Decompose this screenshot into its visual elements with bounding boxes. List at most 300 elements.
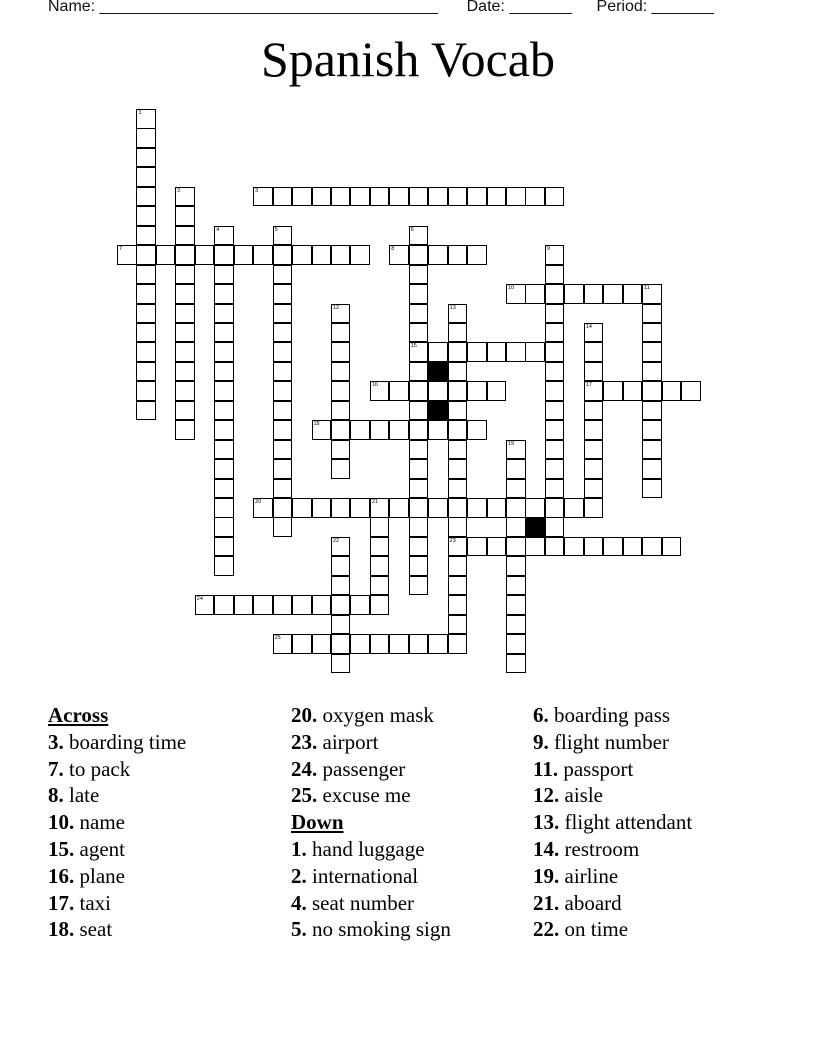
grid-cell[interactable] [253, 498, 273, 518]
grid-cell[interactable] [525, 498, 545, 518]
grid-cell[interactable] [389, 187, 409, 207]
grid-cell[interactable] [428, 634, 448, 654]
clue-item-number: 25. [291, 783, 318, 808]
grid-cell[interactable] [370, 556, 390, 576]
grid-cell[interactable] [603, 284, 623, 304]
grid-cell[interactable] [545, 401, 565, 421]
clue-item [533, 702, 692, 729]
grid-cell[interactable] [175, 284, 195, 304]
grid-cell[interactable] [506, 517, 526, 537]
grid-cell[interactable] [448, 342, 468, 362]
grid-cell[interactable] [331, 440, 351, 460]
grid-cell[interactable] [273, 323, 293, 343]
grid-cell[interactable] [370, 381, 390, 401]
grid-cell[interactable] [584, 362, 604, 382]
clue-item-text: agent [79, 836, 125, 861]
grid-cell[interactable] [331, 556, 351, 576]
grid-cell[interactable] [448, 517, 468, 537]
grid-cell[interactable] [331, 187, 351, 207]
grid-cell[interactable] [506, 479, 526, 499]
clue-number-label: 2 [177, 187, 181, 194]
grid-cell[interactable] [525, 537, 545, 557]
grid-cell[interactable] [623, 537, 643, 557]
grid-cell[interactable] [175, 362, 195, 382]
grid-cell[interactable] [175, 187, 195, 207]
grid-cell[interactable] [506, 187, 526, 207]
grid-cell[interactable] [331, 537, 351, 557]
grid-cell[interactable] [273, 401, 293, 421]
grid-cell[interactable] [292, 498, 312, 518]
grid-cell[interactable] [331, 304, 351, 324]
grid-cell[interactable] [273, 381, 293, 401]
grid-cell[interactable] [331, 381, 351, 401]
grid-cell[interactable] [584, 381, 604, 401]
grid-cell[interactable] [467, 245, 487, 265]
grid-cell[interactable] [117, 245, 137, 265]
grid-cell[interactable] [136, 342, 156, 362]
grid-cell[interactable] [681, 381, 701, 401]
grid-cell[interactable] [273, 634, 293, 654]
grid-cell[interactable] [273, 479, 293, 499]
grid-cell[interactable] [175, 245, 195, 265]
grid-cell[interactable] [214, 245, 234, 265]
grid-cell[interactable] [273, 420, 293, 440]
grid-cell[interactable] [506, 595, 526, 615]
grid-cell[interactable] [331, 245, 351, 265]
grid-cell[interactable] [175, 265, 195, 285]
clue-item-text: aboard [564, 890, 622, 915]
grid-cell[interactable] [253, 245, 273, 265]
grid-cell[interactable] [214, 381, 234, 401]
clue-item [291, 916, 451, 943]
clue-item-number: 5. [291, 917, 307, 942]
grid-cell[interactable] [545, 420, 565, 440]
grid-cell[interactable] [448, 595, 468, 615]
grid-cell[interactable] [506, 284, 526, 304]
grid-cell[interactable] [273, 187, 293, 207]
grid-cell[interactable] [273, 440, 293, 460]
clue-item-text: hand luggage [312, 836, 425, 861]
grid-cell[interactable] [642, 381, 662, 401]
grid-cell[interactable] [195, 595, 215, 615]
grid-cell[interactable] [584, 420, 604, 440]
grid-cell[interactable] [214, 517, 234, 537]
grid-cell[interactable] [214, 226, 234, 246]
grid-cell[interactable] [428, 381, 448, 401]
grid-cell[interactable] [273, 362, 293, 382]
grid-cell[interactable] [214, 556, 234, 576]
grid-cell[interactable] [136, 284, 156, 304]
grid-cell[interactable] [545, 381, 565, 401]
grid-cell[interactable] [467, 342, 487, 362]
grid-cell[interactable] [214, 440, 234, 460]
grid-cell[interactable] [428, 342, 448, 362]
grid-cell[interactable] [506, 634, 526, 654]
grid-cell[interactable] [389, 420, 409, 440]
grid-cell[interactable] [409, 459, 429, 479]
grid-cell[interactable] [545, 187, 565, 207]
grid-cell[interactable] [467, 420, 487, 440]
grid-cell[interactable] [175, 420, 195, 440]
grid-cell[interactable] [370, 420, 390, 440]
grid-cell[interactable] [273, 459, 293, 479]
grid-cell[interactable] [175, 342, 195, 362]
grid-cell[interactable] [584, 323, 604, 343]
grid-cell[interactable] [506, 498, 526, 518]
grid-cell[interactable] [312, 187, 332, 207]
clue-item-text: international [312, 863, 419, 888]
grid-cell[interactable] [350, 245, 370, 265]
clue-item-text: airport [322, 729, 379, 754]
grid-cell[interactable] [214, 401, 234, 421]
grid-cell[interactable] [545, 284, 565, 304]
grid-cell[interactable] [350, 634, 370, 654]
grid-cell[interactable] [409, 479, 429, 499]
grid-cell[interactable] [136, 265, 156, 285]
grid-cell[interactable] [642, 459, 662, 479]
grid-cell[interactable] [370, 595, 390, 615]
grid-cell[interactable] [331, 342, 351, 362]
grid-cell[interactable] [448, 556, 468, 576]
grid-cell[interactable] [136, 381, 156, 401]
clue-number-label: 14 [585, 323, 592, 330]
clue-item-text: excuse me [322, 783, 411, 808]
grid-cell[interactable] [428, 420, 448, 440]
grid-cell[interactable] [506, 537, 526, 557]
grid-cell[interactable] [136, 245, 156, 265]
grid-cell[interactable] [448, 323, 468, 343]
grid-cell[interactable] [136, 128, 156, 148]
grid-cell[interactable] [448, 615, 468, 635]
clue-item-text: airline [564, 863, 619, 888]
grid-cell[interactable] [214, 420, 234, 440]
grid-cell[interactable] [312, 420, 332, 440]
grid-cell[interactable] [564, 498, 584, 518]
grid-cell[interactable] [584, 498, 604, 518]
grid-cell[interactable] [506, 440, 526, 460]
clue-number-label: 24 [196, 596, 203, 603]
grid-cell[interactable] [564, 537, 584, 557]
grid-cell[interactable] [487, 381, 507, 401]
grid-cell[interactable] [214, 342, 234, 362]
grid-cell[interactable] [428, 498, 448, 518]
grid-cell[interactable] [487, 537, 507, 557]
grid-cell[interactable] [584, 479, 604, 499]
grid-cell[interactable] [662, 381, 682, 401]
grid-cell[interactable] [389, 634, 409, 654]
grid-cell[interactable] [545, 498, 565, 518]
grid-cell[interactable] [506, 576, 526, 596]
grid-cell[interactable] [214, 265, 234, 285]
grid-cell[interactable] [331, 401, 351, 421]
grid-cell[interactable] [273, 517, 293, 537]
grid-cell[interactable] [292, 245, 312, 265]
grid-cell[interactable] [603, 381, 623, 401]
grid-cell[interactable] [273, 342, 293, 362]
grid-cell[interactable] [175, 323, 195, 343]
grid-cell[interactable] [350, 595, 370, 615]
clue-item-number: 15. [48, 836, 75, 861]
grid-cell[interactable] [409, 323, 429, 343]
grid-cell[interactable] [428, 245, 448, 265]
clue-number-label: 1 [138, 110, 142, 116]
grid-cell[interactable] [448, 440, 468, 460]
grid-cell[interactable] [350, 498, 370, 518]
grid-cell[interactable] [389, 245, 409, 265]
grid-cell[interactable] [584, 440, 604, 460]
grid-cell[interactable] [214, 537, 234, 557]
clue-item-number: 7. [48, 756, 64, 781]
grid-cell[interactable] [545, 245, 565, 265]
clue-item-number: 22. [533, 917, 560, 942]
grid-cell[interactable] [642, 401, 662, 421]
clue-number-label: 10 [508, 285, 515, 292]
grid-cell[interactable] [409, 381, 429, 401]
grid-cell[interactable] [136, 148, 156, 168]
grid-cell[interactable] [234, 595, 254, 615]
clue-number-label: 18 [313, 421, 320, 428]
grid-cell[interactable] [487, 498, 507, 518]
grid-cell[interactable] [331, 654, 351, 674]
grid-cell[interactable] [448, 420, 468, 440]
grid-cell[interactable] [448, 634, 468, 654]
grid-cell[interactable] [136, 187, 156, 207]
header-line [48, 0, 714, 16]
grid-cell[interactable] [273, 226, 293, 246]
grid-cell[interactable] [448, 498, 468, 518]
grid-cell[interactable] [273, 265, 293, 285]
grid-cell[interactable] [642, 537, 662, 557]
grid-cell[interactable] [545, 479, 565, 499]
grid-cell[interactable] [389, 381, 409, 401]
grid-cell[interactable] [467, 498, 487, 518]
clue-item-number: 12. [533, 783, 560, 808]
grid-cell[interactable] [253, 595, 273, 615]
grid-cell[interactable] [389, 498, 409, 518]
grid-cell[interactable] [428, 187, 448, 207]
grid-cell[interactable] [584, 342, 604, 362]
grid-cell[interactable] [409, 226, 429, 246]
clue-number-label: 16 [371, 382, 378, 389]
grid-cell[interactable] [136, 226, 156, 246]
grid-cell[interactable] [350, 187, 370, 207]
grid-cell[interactable] [467, 537, 487, 557]
grid-cell[interactable] [331, 576, 351, 596]
grid-cell[interactable] [448, 401, 468, 421]
grid-cell[interactable] [331, 362, 351, 382]
grid-cell[interactable] [175, 226, 195, 246]
grid-cell[interactable] [506, 459, 526, 479]
grid-cell[interactable] [370, 576, 390, 596]
grid-cell[interactable] [214, 479, 234, 499]
grid-cell[interactable] [214, 284, 234, 304]
grid-cell[interactable] [545, 342, 565, 362]
grid-cell[interactable] [136, 206, 156, 226]
grid-cell[interactable] [370, 517, 390, 537]
clue-item [533, 916, 692, 943]
grid-cell[interactable] [409, 440, 429, 460]
grid-cell[interactable] [409, 187, 429, 207]
grid-cell[interactable] [292, 595, 312, 615]
grid-cell[interactable] [642, 440, 662, 460]
grid-cell[interactable] [525, 342, 545, 362]
date-field-label[interactable]: Date: _______ [466, 0, 572, 15]
grid-cell[interactable] [331, 323, 351, 343]
clue-column-2 [291, 702, 451, 943]
grid-cell[interactable] [253, 187, 273, 207]
grid-cell[interactable] [487, 187, 507, 207]
grid-cell[interactable] [175, 401, 195, 421]
grid-cell[interactable] [136, 362, 156, 382]
grid-cell[interactable] [564, 284, 584, 304]
grid-cell[interactable] [370, 634, 390, 654]
grid-cell[interactable] [623, 284, 643, 304]
grid-cell[interactable] [448, 381, 468, 401]
grid-cell[interactable] [487, 342, 507, 362]
grid-cell[interactable] [234, 245, 254, 265]
grid-cell[interactable] [331, 498, 351, 518]
grid-cell[interactable] [409, 517, 429, 537]
grid-cell[interactable] [525, 284, 545, 304]
grid-cell[interactable] [603, 537, 623, 557]
grid-cell[interactable] [273, 304, 293, 324]
grid-cell[interactable] [370, 498, 390, 518]
grid-cell[interactable] [642, 362, 662, 382]
clue-item-text: to pack [69, 756, 131, 781]
grid-cell[interactable] [545, 440, 565, 460]
grid-cell[interactable] [273, 245, 293, 265]
grid-cell[interactable] [662, 537, 682, 557]
grid-cell[interactable] [331, 595, 351, 615]
grid-cell[interactable] [642, 284, 662, 304]
grid-cell[interactable] [642, 342, 662, 362]
grid-cell[interactable] [584, 284, 604, 304]
grid-cell[interactable] [409, 401, 429, 421]
grid-cell[interactable] [136, 304, 156, 324]
grid-cell[interactable] [409, 245, 429, 265]
grid-cell[interactable] [331, 634, 351, 654]
grid-cell[interactable] [312, 498, 332, 518]
grid-cell[interactable] [312, 634, 332, 654]
grid-cell[interactable] [136, 109, 156, 129]
name-field-label[interactable]: Name: ______________________________________ [48, 0, 438, 15]
clue-number-label: 8 [391, 246, 395, 253]
grid-cell[interactable] [136, 323, 156, 343]
grid-cell[interactable] [467, 381, 487, 401]
grid-cell[interactable] [350, 420, 370, 440]
grid-cell[interactable] [409, 284, 429, 304]
clue-number-label: 4 [216, 226, 220, 233]
grid-cell[interactable] [409, 362, 429, 382]
grid-cell[interactable] [467, 187, 487, 207]
grid-cell[interactable] [448, 459, 468, 479]
grid-cell[interactable] [195, 245, 215, 265]
grid-cell[interactable] [292, 187, 312, 207]
grid-cell[interactable] [448, 187, 468, 207]
grid-cell[interactable] [448, 362, 468, 382]
grid-cell[interactable] [175, 206, 195, 226]
grid-cell[interactable] [506, 615, 526, 635]
grid-cell[interactable] [642, 304, 662, 324]
grid-cell[interactable] [642, 323, 662, 343]
grid-cell[interactable] [331, 420, 351, 440]
grid-cell[interactable] [312, 245, 332, 265]
grid-cell[interactable] [409, 420, 429, 440]
grid-cell[interactable] [273, 284, 293, 304]
grid-cell[interactable] [545, 459, 565, 479]
grid-cell[interactable] [584, 401, 604, 421]
grid-cell[interactable] [409, 342, 429, 362]
period-field-label[interactable]: Period: _______ [596, 0, 714, 15]
grid-cell[interactable] [136, 401, 156, 421]
grid-cell[interactable] [448, 304, 468, 324]
clue-number-label: 19 [508, 440, 515, 447]
grid-cell[interactable] [545, 323, 565, 343]
grid-cell[interactable] [623, 381, 643, 401]
page-title: Spanish Vocab [261, 31, 555, 87]
grid-cell[interactable] [214, 362, 234, 382]
grid-cell[interactable] [273, 595, 293, 615]
grid-cell[interactable] [545, 265, 565, 285]
grid-cell[interactable] [409, 304, 429, 324]
grid-cell[interactable] [545, 517, 565, 537]
grid-cell[interactable] [214, 595, 234, 615]
grid-cell[interactable] [312, 595, 332, 615]
grid-cell[interactable] [175, 381, 195, 401]
grid-cell[interactable] [448, 576, 468, 596]
grid-cell[interactable] [214, 459, 234, 479]
clue-item-text: seat [79, 917, 113, 942]
grid-cell[interactable] [506, 556, 526, 576]
grid-cell[interactable] [642, 479, 662, 499]
grid-cell[interactable] [214, 304, 234, 324]
grid-cell[interactable] [545, 304, 565, 324]
grid-cell[interactable] [409, 265, 429, 285]
grid-cell[interactable] [545, 362, 565, 382]
grid-cell[interactable] [448, 245, 468, 265]
grid-cell[interactable] [292, 634, 312, 654]
grid-cell[interactable] [331, 459, 351, 479]
grid-cell[interactable] [525, 187, 545, 207]
clue-item [291, 863, 451, 890]
grid-cell[interactable] [331, 615, 351, 635]
clue-item [291, 756, 451, 783]
grid-cell[interactable] [584, 459, 604, 479]
clue-item-number: 2. [291, 863, 307, 888]
grid-cell[interactable] [506, 654, 526, 674]
grid-cell[interactable] [642, 420, 662, 440]
grid-cell[interactable] [448, 537, 468, 557]
grid-cell[interactable] [214, 323, 234, 343]
grid-cell[interactable] [370, 187, 390, 207]
grid-cell[interactable] [409, 634, 429, 654]
grid-cell[interactable] [409, 498, 429, 518]
grid-cell[interactable] [370, 537, 390, 557]
grid-cell[interactable] [506, 342, 526, 362]
grid-cell[interactable] [409, 556, 429, 576]
grid-cell[interactable] [584, 537, 604, 557]
grid-cell[interactable] [545, 537, 565, 557]
grid-cell[interactable] [175, 304, 195, 324]
grid-cell[interactable] [273, 498, 293, 518]
grid-cell[interactable] [214, 498, 234, 518]
grid-cell[interactable] [448, 479, 468, 499]
grid-cell[interactable] [156, 245, 176, 265]
grid-cell[interactable] [409, 537, 429, 557]
grid-cell[interactable] [136, 167, 156, 187]
grid-cell[interactable] [409, 576, 429, 596]
clue-item [533, 836, 692, 863]
